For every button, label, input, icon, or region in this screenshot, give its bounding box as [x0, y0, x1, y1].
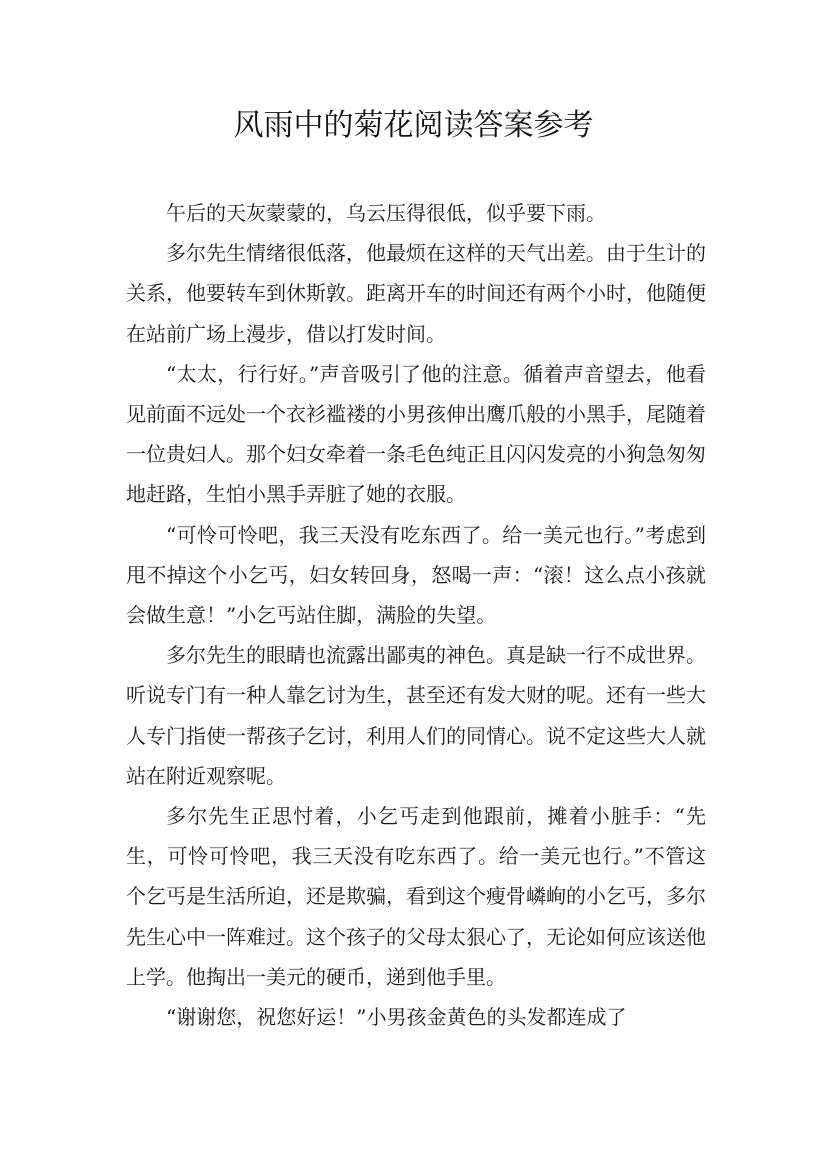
paragraph: 午后的天灰蒙蒙的，乌云压得很低，似乎要下雨。 — [166, 201, 606, 225]
paragraph: 多尔先生正思忖着，小乞丐走到他跟前，摊着小脏手：“先生，可怜可怜吧，我三天没有吃东西了。给一美元也行。”不管这个乞丐是生活所迫，还是欺骗，看到这个瘦骨嶙峋的小乞丐，多尔先生心中一阵难过。这个孩子的父母太狠心了，无论如何应该送他上学。他掏出一美元的硬币，递到他手里。 — [126, 804, 706, 989]
paragraph: “可怜可怜吧，我三天没有吃东西了。给一美元也行。”考虑到甩不掉这个小乞丐，妇女转回身，怒喝一声：“滚！这么点小孩就会做生意！”小乞丐站住脚，满脸的失望。 — [126, 522, 706, 628]
paragraph: “太太，行行好。”声音吸引了他的注意。循着声音望去，他看见前面不远处一个衣衫褴褛的小男孩伸出鹰爪般的小黑手，尾随着一位贵妇人。那个妇女牵着一条毛色纯正且闪闪发亮的小狗急匆匆地赶路，生怕小黑手弄脏了她的衣服。 — [126, 361, 706, 507]
paragraph: 多尔先生的眼睛也流露出鄙夷的神色。真是缺一行不成世界。听说专门有一种人靠乞讨为生，甚至还有发大财的呢。还有一些大人专门指使一帮孩子乞讨，利用人们的同情心。说不定这些大人就站在附近观察呢。 — [126, 643, 706, 788]
paragraph: “谢谢您，祝您好运！”小男孩金黄色的头发都连成了 — [166, 1005, 627, 1030]
document-title: 风雨中的菊花阅读答案参考 — [233, 108, 594, 143]
document-body — [126, 193, 706, 1037]
paragraph: 多尔先生情绪很低落，他最烦在这样的天气出差。由于生计的关系，他要转车到休斯敦。距离开车的时间还有两个小时，他随便在站前广场上漫步，借以打发时间。 — [126, 241, 706, 346]
